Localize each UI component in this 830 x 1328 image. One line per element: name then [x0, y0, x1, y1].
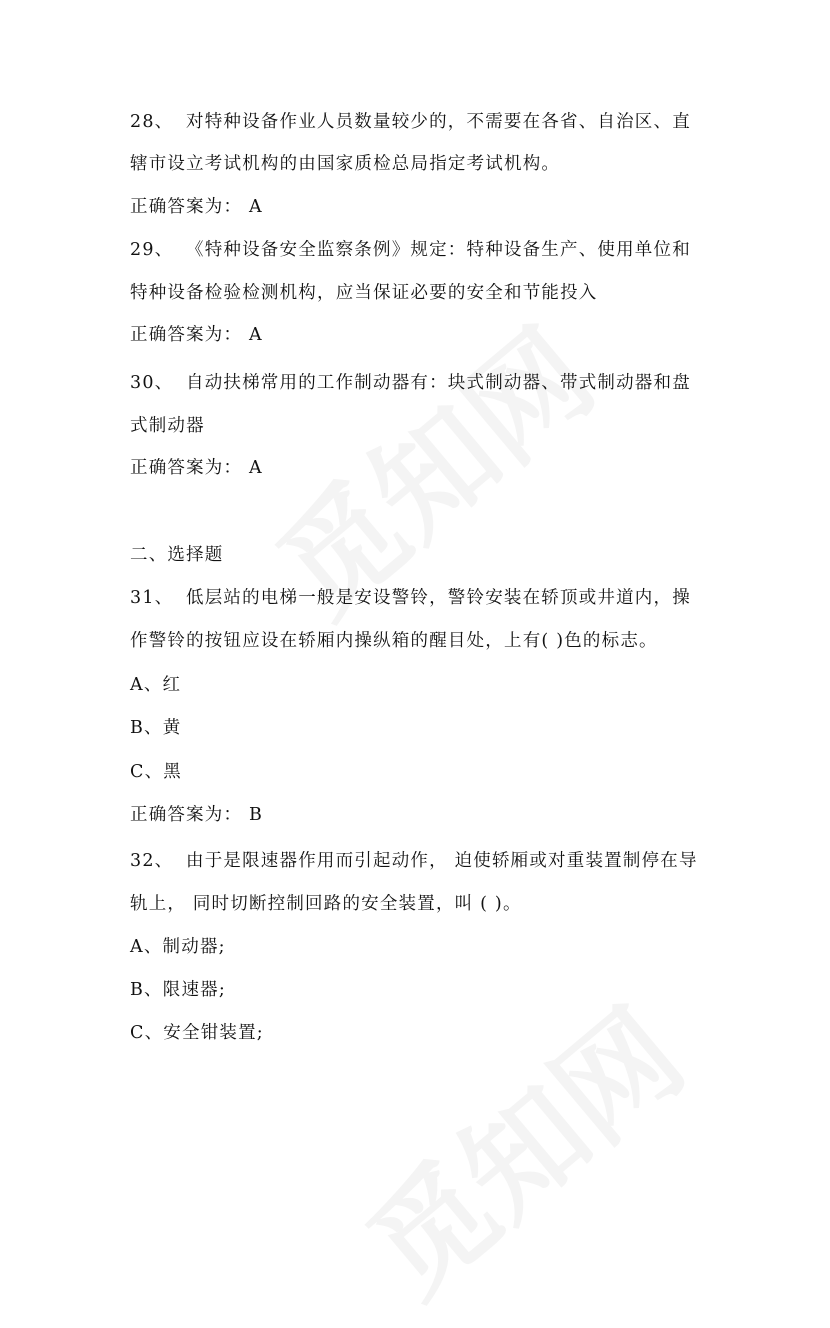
question-29-line2: 特种设备检验检测机构，应当保证必要的安全和节能投入	[130, 283, 598, 303]
question-31-line1	[130, 586, 720, 610]
question-text: 《特种设备安全监察条例》规定：特种设备生产、使用单位和	[186, 240, 691, 260]
question-text: 自动扶梯常用的工作制动器有：块式制动器、带式制动器和盘	[186, 373, 691, 393]
question-30-line2: 式制动器	[130, 416, 205, 436]
option-c: C、黑	[130, 762, 182, 782]
question-31-line2: 作警铃的按钮应设在轿厢内操纵箱的醒目处，上有( )色的标志。	[130, 631, 658, 651]
question-32-line2: 轨上， 同时切断控制回路的安全装置，叫 ( )。	[130, 894, 522, 914]
option-a: A、制动器;	[130, 937, 226, 957]
question-text: 由于是限速器作用而引起动作， 迫使轿厢或对重装置制停在导	[186, 851, 698, 871]
option-a: A、红	[130, 675, 182, 695]
question-text: 对特种设备作业人员数量较少的，不需要在各省、自治区、直	[186, 112, 691, 132]
question-number: 28、	[130, 112, 174, 132]
option-b: B、黄	[130, 718, 182, 738]
question-number: 30、	[130, 373, 174, 393]
question-31-answer: 正确答案为： B	[130, 805, 264, 825]
question-number: 31、	[130, 588, 174, 608]
question-number: 29、	[130, 240, 174, 260]
option-c: C、安全钳装置;	[130, 1023, 264, 1043]
watermark-bottom	[327, 964, 713, 1327]
question-28-line1	[130, 110, 720, 134]
question-29-answer: 正确答案为： A	[130, 325, 263, 345]
question-text: 低层站的电梯一般是安设警铃，警铃安装在轿顶或井道内，操	[186, 588, 691, 608]
option-b: B、限速器;	[130, 980, 226, 1000]
section-heading: 二、选择题	[130, 545, 224, 565]
question-28-answer: 正确答案为： A	[130, 197, 263, 217]
question-number: 32、	[130, 851, 174, 871]
question-30-line1	[130, 371, 720, 395]
question-32-line1	[130, 849, 720, 873]
question-28-line2: 辖市设立考试机构的由国家质检总局指定考试机构。	[130, 154, 561, 174]
question-30-answer: 正确答案为： A	[130, 458, 263, 478]
question-29-line1	[130, 238, 720, 262]
